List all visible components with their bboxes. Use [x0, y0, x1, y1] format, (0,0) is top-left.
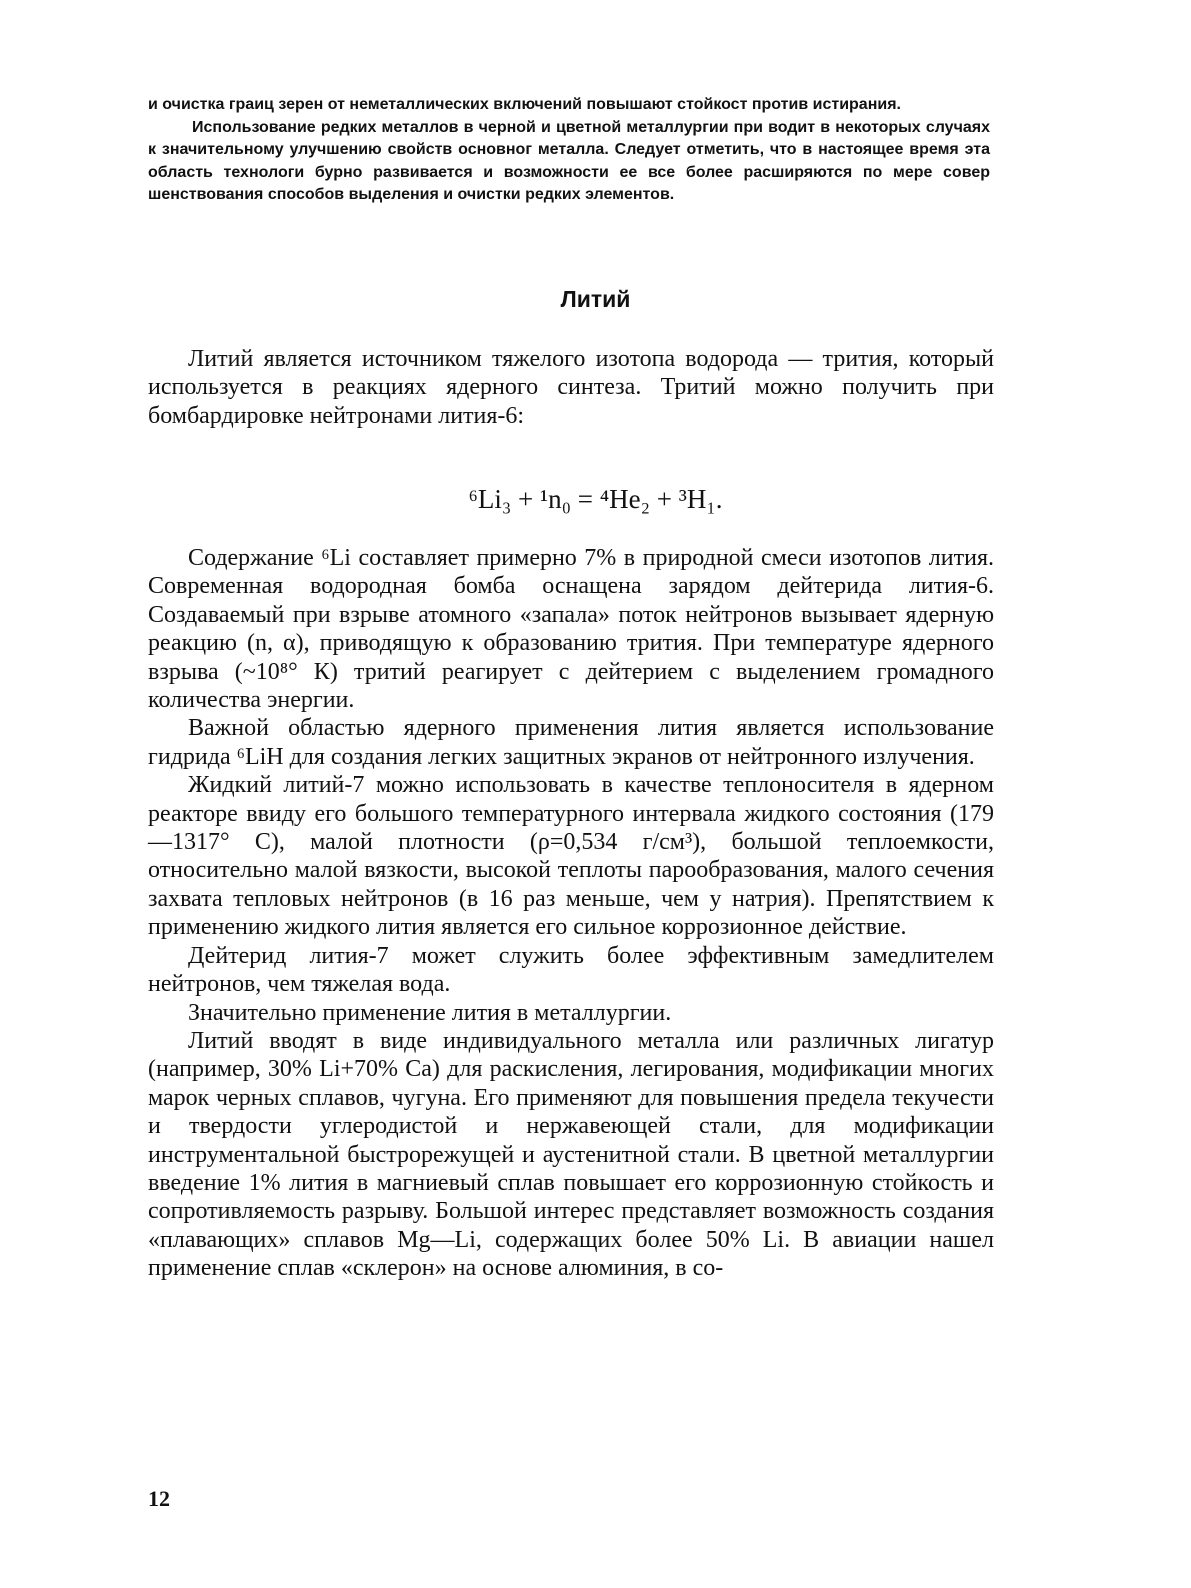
page-number: 12 [148, 1486, 170, 1511]
paragraph: и очистка граиц зерен от неметаллических включений повышают стойкост против истирания. [148, 96, 901, 113]
paragraph: Литий вводят в виде индивидуального металла или различных лигатур (например, 30% Li+70% Са) для раскисления, легирования, модификации многих марок черных сплавов, чугуна. Его применяют для повышения предела текучести и твердости углеродистой и нержавеющей стали, для модификации инструментальной быстрорежущей и аустенитной стали. В цветной металлургии введение 1% лития в магниевый сплав повышает его коррозионную стойкость и сопротивляемость разрыву. Большой интерес представляет возможность создания «плавающих» сплавов Mg—Li, содержащих более 50% Li. В авиации нашел применение сплав «склерон» на основе алюминия, в со- [148, 1027, 994, 1282]
intro-text [148, 345, 994, 430]
paragraph: Значительно применение лития в металлургии. [188, 999, 672, 1026]
paragraph: Содержание ⁶Li составляет примерно 7% в природной смеси изотопов лития. Современная водородная бомба оснащена зарядом дейтерида лития-6. Создаваемый при взрыве атомного «запала» поток нейтронов вызывает ядерную реакцию (n, α), приводящую к образованию трития. При температуре ядерного взрыва (~10⁸° К) тритий реагирует с дейтерием с выделением громадного количества энергии. [148, 545, 994, 714]
previous-section-text [148, 94, 990, 207]
body-text [148, 544, 994, 1283]
paragraph: Использование редких металлов в черной и цветной металлургии при водит в некоторых случаях к значительному улучшению свойств основног металла. Следует отметить, что в настоящее время эта область технологи бурно развивается и возможности ее все более расширяются по мере совер шенствования способов выделения и очистки редких элементов. [148, 118, 990, 203]
paragraph: Жидкий литий-7 можно использовать в качестве теплоносителя в ядерном реакторе ввиду его большого температурного интервала жидкого состояния (179—1317° С), малой плотности (ρ=0,534 г/см³), большой теплоемкости, относительно малой вязкости, высокой теплоты парообразования, малого сечения захвата тепловых нейтронов (в 16 раз меньше, чем у натрия). Препятствием к применению жидкого лития является его сильное коррозионное действие. [148, 772, 994, 941]
paragraph: Важной областью ядерного применения лития является использование гидрида ⁶LiH для создания легких защитных экранов от нейтронного излучения. [148, 715, 994, 770]
paragraph: Дейтерид лития-7 может служить более эффективным замедлителем нейтронов, чем тяжелая вода. [148, 942, 994, 998]
paragraph: Литий является источником тяжелого изотопа водорода — трития, который используется в реакциях ядерного синтеза. Тритий можно получить при бомбардировке нейтронами лития-6: [148, 346, 994, 429]
reaction-formula: ⁶Li₃ + ¹n₀ = ⁴He₂ + ³H₁. [468, 484, 723, 514]
section-title: Литий [560, 286, 631, 312]
